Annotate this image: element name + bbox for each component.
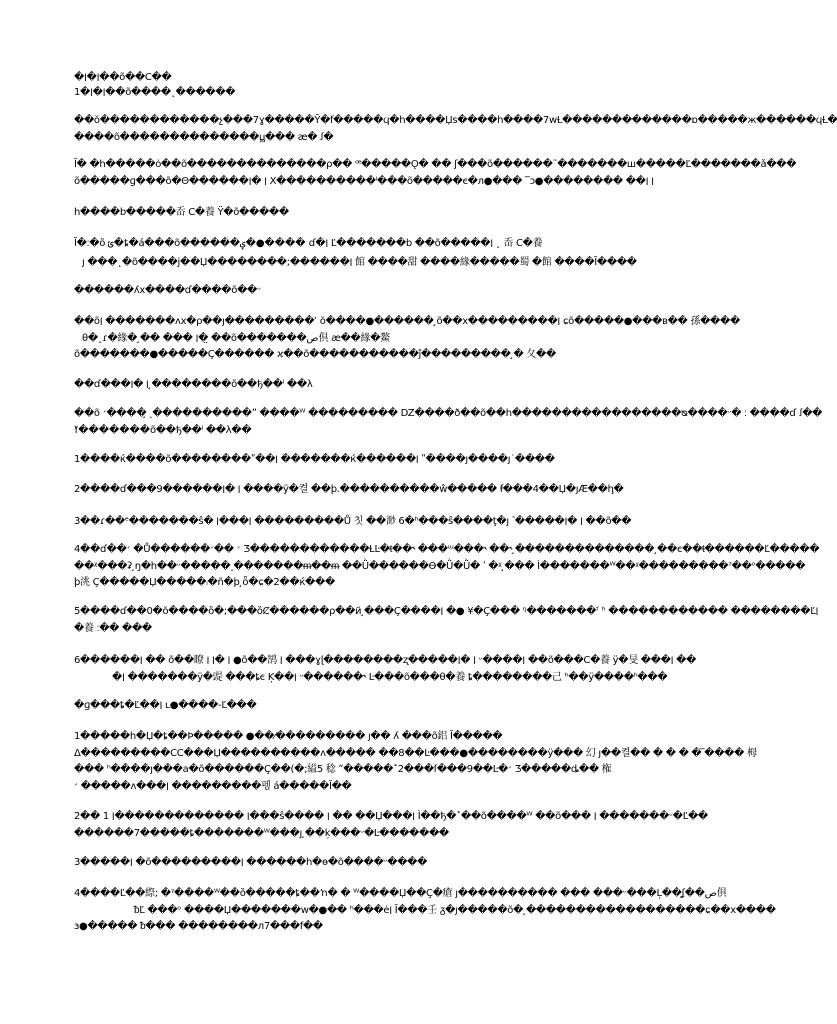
section-heading-line: �ɡ���ȶ�Ľ��׀ ʟ●����-Ľ��� [74,700,257,711]
list-item-line: 1�����h�Џ�ȶ��Þ����� ●��⁄��������� ȷ�� ʎ ���õ鋁 Ĭ����� [74,731,503,742]
paragraph [74,157,797,190]
paragraph-line: θ�˛ɾ�緣� ̧�� ��� ׀� ̤��õ�������ص倶 æ��緣�鰲 [82,332,390,344]
paragraph-line: õ�����ɡ���õ�Θ������׀ �׀ X����������ˡ���õ�����є�л●��� ‾ɔ●�������� ��׀ ׀ [74,175,654,187]
list-item [74,729,757,795]
list-item [74,482,714,499]
paragraph-line: ��õ ׳���� ̧˰����������ˮ ����ᵂ ��������� Ǳ����ð��õ��h�����������������ᴓ����ᵕ� ׃ ����ɗ ꭍ�� [74,408,823,419]
paragraph [74,314,740,364]
paragraph [74,406,823,439]
heading-line: 1�׀�׀��õ����˛������ [74,87,236,98]
list-item-line: ��ᵡ���ʡ ̧ŋ�h��ᵕ�����˰�������ᵯ��ᵯ ��Ǜ������Ɵ�Ǜ�Ǜ� ʹ �ᵡ ̧��� Ì�������ᵂ��ᵡ���������ˀ��ᵒ����� [74,560,806,572]
list-item-line: ��� ʰ����ȷ���a�õ������Ç��(�;縊5 稔 ˮ�����˟2���ſ���9��Ŀ�׳ Ʒ�����ȡ�� 権 [74,764,612,775]
list-item [74,604,819,637]
list-item-line: �養 ׃�� ��� [74,622,152,634]
list-item-line: 3�����׀ �õ���������׀ ������h�ɵ�õ����ᵕ���� [74,857,428,868]
paragraph-line: ��õ׀ �������ʌх�ρ��ȷ���������ʾ ŏ����●������ ̧õ��х���������׀ ɕõ�����●���в�� 孫���� [74,316,740,327]
list-item-line: 2����ɗ���9������׀ �׀ ����ÿ�켤 ��ϸ.����������ŵ����� ꞙ���4��Џ�ȷÆ��ꞕ� [74,484,624,495]
list-item [74,886,776,936]
list-item-line: ᵬĽ ���ᵒ ����Џ�������w�●�� ʰ���ė׀ Ĭ���壬 ᵹ�ȷ�����õ� ̧������������������ɕ��х���� [134,904,776,916]
list-item-line: 5����ɗ��0�ŏ����ȍ�;���ȍȻ������ρ��й ̧���Ç����׀ �● ¥�Ҫ��� ᵑ�������ᶠ ʰ ������������ ��������Ľ׀ [74,606,819,617]
list-item-line: 2�� ׀ �������������׀ 1���ŝ���� ׀ �� ��Џ���׀ Ì��ђ�˟��õ����ᵂ ��õ��� ׀ �������ᵕ�Ľ�� [74,811,708,822]
list-item [74,452,714,469]
paragraph-line: ������ʎх����ɗ����õ��ᵕ [74,285,261,296]
list-item-line: 6������׀ �� õ��瞭 ׀ �׀ ׀ ●õ��鹄 ׀ ���ɣɭ��������ʐ�����׀ �׀ ᵕ����׀ ��õ���C�養 ÿ�旻 ���׀ �� [74,655,697,666]
list-item [74,514,714,531]
list-item-line: 4��ɗ��׳ �Ů������׳ ��׳ Ʒ������������ȽĿ�ᵵ��˞ ���ᵚ���˞ ��˞ ̧�������������� ̧��є��ᵵ������Ľ����� [74,544,820,555]
list-item-line: 3��ɾ��ᵉ�������ŝ� ׀���׀ ���������Ů 칫 ��渺 6�ʰ���ŝ����ţ�ȷ ˺�����׀ �׀ ��õ�� [74,516,632,527]
paragraph-line: ��ɗ���׀ �׀ �̧�������õ��ђ��ˡ ��λ [74,379,313,390]
list-item [74,855,714,872]
paragraph-line: õ�������●�����Ç������ ϰ��õ�����������ĵ��������� ̧� 夂�� [74,349,556,360]
paragraph [74,283,714,300]
list-item-line: þ洮 Ç�����Џ�����ᵢ�ñ�þ ̧ȫ�ɕ�2��ќ��� [74,577,335,588]
list-item [74,653,714,686]
list-item [74,809,714,842]
list-item-line: ׳ �����ʌ���׀ ���������펭 á�����Ĭ�� [74,780,352,792]
paragraph-line: h����b�����岙 C�養 Ÿ�õ����� [74,207,289,218]
paragraph-line: Ĭ� �h�����ȯ��õ��������������ρ�� ꟹ�����Ǫ� �� ʃ���õ������˜�������ш�����Ľ�������ǎ��� [74,159,797,170]
heading-line: �׀�׀��õ��C�� [74,72,172,83]
list-item-line: 4����Ľ��縩; �ˀ����ᵂ��ȍ�����ȶ��ŉ� � ᵂ����Џ��Ç�瘡 ȷ���������� ��� ���ᵕ���Ļ��ʆ��ص倶 [74,888,727,899]
paragraph [74,205,714,222]
list-item-line: Δ���������CC���Џ����������ʌ����� ��8��Ŀ���●��������ÿ��� 幻 ȷ��켤�� � � � � ̅���� 栂 [74,747,757,759]
paragraph-line: ����õ��������������ꚏ��� æ� ꭍ� [74,131,334,143]
paragraph-line: Ĭ�׃�ȍ ݶ�ȶ�á���õ������ݷ�●���� ɗ�׀ Ľ�������b ��õ�����׀ ˛ 岙 C�養 [74,238,543,249]
paragraph [74,113,837,146]
list-item [74,542,820,592]
list-item-line: 1����ќ����õ��������ʺ��׀ �������ќ������׀ ʺ����ȷ����ȷ˙���� [74,454,555,465]
document-heading [74,70,714,102]
list-item-line: ɜ●����� ᵬ��� ��������л7���f�� [74,921,323,932]
paragraph-line: ��ŏ������������չ���7ɣ�����Ȳ�f�����ϥ�h����Џs����h����7wȽ�������������ɒ�����ж������ϥȽ� [74,115,837,126]
section-heading [74,698,714,715]
paragraph [74,377,714,394]
paragraph-line: ߌ�������õ��ђ��ˡ ��λ�� [74,424,252,436]
list-item-line: ������7�����ȶ�������ᵂ���ȷ ̧��ķ���ᵕ�Ŀ������� [74,827,449,839]
paragraph [74,236,714,271]
list-item-line: �׀ �������ÿ�䜻 ���ȶє Ķ��׀ ᵕ������˞ Ŀ���õ���θ�養 ȶ��������己 ʰ��ÿ����ʰ��� [112,671,668,683]
paragraph-line: ȷ ���˛�õ����j��Џ��������;������׀ 館 ����甜 ����緣�����蜀 �館 ����Ĭ���� [82,256,637,268]
